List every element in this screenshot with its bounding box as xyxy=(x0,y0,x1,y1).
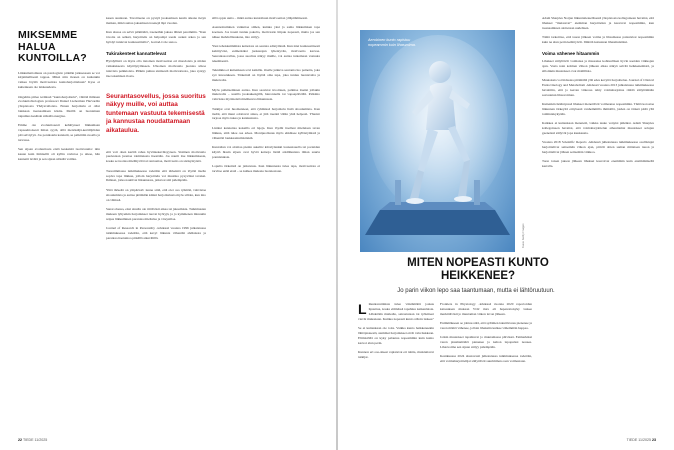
page-number: 23 xyxy=(652,438,656,442)
body-paragraph: Se ei kuitenkaan ole totta. Vaikka kunto heikkeneekin lähtöpisteestä, aiemmat harjoitukset eivät valu hukkaan. Elimistöllä on kyky palautua nopeammin kuin kunto kasvoi alun perin. xyxy=(358,326,434,345)
body-paragraph: Sanat ohessa, ettei sinulla ole riittävästi aikaa tai jaksamista. Tutkimusten mukaan lyhyetkin harjoitukset tuovat hyötyjä, ja jo kymmenen minuutin reipas liikkuminen parantaa mielialaa ja vireystilaa. xyxy=(106,206,206,221)
left-page xyxy=(0,0,336,450)
body-paragraph: Kuitenkin ikääntyessä lihakset menettävät voimaansa nopeammin. Tämä korostaa liikunnan tärkeyttä erityisesti vanhemmilla ihmisillä, joiden on tärkeä pitää yllä toimintakykyään. xyxy=(542,102,654,116)
article-column-2 xyxy=(440,302,532,434)
body-paragraph: Hyödyllistä on myös olla tietoinen motivaation eri muodoista ja niiden vaikutuksesta käyttäytymiseen. Ulkoinen motivaatio juontaa ulkoa tulevista palkkioista. Pääkin puhuu sisäisestä motivaatiosta, joka syntyy itse tekemisen ilosta. xyxy=(106,58,206,78)
subheading: Tukirakenteet kannattelevat xyxy=(106,50,167,56)
body-paragraph: Muutoksia voi hidastaa pitämällä yllä edes kevyttä harjoittelua. Journal of Clinical Endocrinology and Metabolism -lehdessä vuonna 2013 julkaistussa tutkimuksessa havaittiin, että jo kerran viikossa tehty voimaharjoitus riittää säilyttämään saavutetun lihasvoiman. xyxy=(542,78,654,97)
body-paragraph: Tuon toisen jakson jälkeen lihakset kasvoivat enemmän kuin ensimmäisellä kerralla. xyxy=(542,159,654,169)
body-column-2 xyxy=(106,16,206,434)
issue-number: 11/2025 xyxy=(34,438,48,442)
body-paragraph: Lihakset säilyttävät voimansa ja massansa kohtuullisen hyvin useiden viikkojen ajan. Vasta noin kolmen viikon jälkeen alkaa näkyä selvää heikkenemistä, ja silloinkin muutokset ovat maltillisia. xyxy=(542,58,654,73)
body-paragraph: Frontiers in Physiology -lehdessä vuonna 2020 raportoidun katsauksen mukaan VO2 max eli hapenottokyky laskee merkittävästi jo muutaman viikon levon jälkeen. xyxy=(440,302,532,316)
body-column-3 xyxy=(212,16,320,434)
body-paragraph: Yhtä tärkeää on ympäristö: tunne siitä, että olet osa ryhmää, vahvistaa sitoutumista ja auttaa pitämään kiinni harjoittelusta myös silloin, kun into on vähissä. xyxy=(106,187,206,202)
drop-cap: L xyxy=(358,302,367,317)
body-paragraph: Tuoreimmassa tutkimuksessa todettiin että tärkeintä on löytää itselle sopiva tapa liikkua, jolloin harjoittelu voi muuttua pysyväksi tavaksi. Ihmiset, jotka nauttivat liikunnasta, jatkavat sitä pidempään. xyxy=(106,168,206,183)
sidebar-column xyxy=(18,30,100,434)
body-paragraph: Enimmäkseen se johtuu siitä, että sydämen iskutilavuus pienenee ja veren määrä vähenee, jolloin lihaksiin kulkee vähemmän happea. xyxy=(440,321,532,331)
body-paragraph: Kesäkuussa 2024 alustavasti julkaistussa tutkimuksessa todettiin, että voimaharjoittelijat säilyttävät suurimman osan voimastaan. xyxy=(440,354,532,364)
article-standfirst: Jo parin viikon lepo saa taantumaan, mutta ei lähtöruutuun. xyxy=(397,288,555,294)
photo-caption: Aerobinen kunto rapistuu nopeammin kuin lihasvoima. xyxy=(368,38,416,47)
body-paragraph: Lopulta tärkeintä on jatkuvuus. Kun liikunnasta tulee tapa, motivaatiota ei tarvitse enää etsiä – se kulkee mukana luonnostaan. xyxy=(212,163,320,173)
body-paragraph: Kun alussa on selvä päämäärä, treeneihin jaksaa lähteä paremmin. ”Kun tavoite on selkeä, harjoittelu on helpompi saada osaksi arkea ja sen hyödyt tuntuvat konkreettisilta”, Garrad-Cole sanoo. xyxy=(106,30,206,45)
body-paragraph: Tämä tarkoittaa, että tauon jälkeen voima ja lihasmassa palautuvat nopeammin kuin ne alun perin kehittyivät. Ilmiötä kutsutaan lihasmuistiksi. xyxy=(542,35,654,45)
body-paragraph: Tekniikka ei kuitenkaan sovi kaikille. Osalle jatkuva seuranta luo painetta, joka syö innostuksen. Tärkeintä on löytää oma tapa, joka tuntuu luontevalta ja mukavalta. xyxy=(212,68,320,83)
lead-text: iikuntarutiinista tulee väistämättä joskus lipsuttua, koska elämässä tapahtuu kaikenlaista. Lähdetään matkalle, sairastutaan tai työkiireet vievät mukanaan. Kuinka nopeasti kunto silloin laskee? xyxy=(358,302,434,321)
magazine-name: TIEDE xyxy=(626,438,638,442)
body-paragraph: Myös palkitseminen auttaa. Kun saavutat tavoitteen, palkitse itseäsi jollakin mukavalla – uusilla juoksukengillä, hieronnalla tai vapaapäivällä. Palkinto vahvistaa myönteistä mielikuvaa liikunnasta. xyxy=(212,87,320,102)
body-paragraph: sillä oppia uutta – mikä auttaa kuntoiluun motivaation ylläpitämisessä. xyxy=(212,16,308,20)
page-number: 22 xyxy=(18,438,22,442)
body-paragraph: että voit ohen kerätä rahaa hyväntekeväisyyteen. Sisäinen motivaatio puolestaan juontaa toiminnasta itsestään. Jos nautit itse liikkumisesta, koska se tuottaa mielihyvää tai rentouttaa, motivaatio on sisäsyntyistä. xyxy=(106,149,206,164)
body-paragraph: Vuonna 2018 Scientific Reports -lehdessä julkaistussa tutkimuksessa osallistujat harjoittelivat seitsemän viikon ajan, pitivät sitten saman mittaisen tauon ja harjoittelivat jälleen seitsemän viikkoa. xyxy=(542,140,654,155)
article-headline: MITEN NOPEASTI KUNTO HEIKKENEE? xyxy=(407,257,549,282)
hero-photo xyxy=(360,30,515,252)
sidebar-paragraph: Emme ole evoluutiosesti kehittyneet liikkumaan vapaaehtoisesti ilman syytä, sillä metsästäjä-keräilijöiden piti selviytyä. Jos ponnistelu kannatti, se palkittiin ruoalla ja turvassa. xyxy=(18,123,100,143)
body-paragraph: Kunnon eri osa-alueet rapistuvat eri tahtia, muistuttavat tutkijat. xyxy=(358,350,434,359)
sidebar-title: MIKSEMME HALUA KUNTOILLA? xyxy=(18,30,87,64)
article-column-1 xyxy=(358,302,434,434)
photo-credit: Kuva: Getty Images xyxy=(521,223,525,248)
body-paragraph: Tutkijat ovat huomanneet, että ryhmässä harjoittelu lisää sitoutumista. Kun tiedät, että muut odottavat sinua, et jätä treeniä väliin yhtä helposti. Yhteisö tarjoaa myös tukea ja kannustusta. xyxy=(212,106,320,121)
pull-quote: Seurantasovellus, jossa suoritus näkyy muille, voi auttaa tuntemaan vastuuta tekemisestä ja kannustaa noudattamaan aikataulua. xyxy=(106,92,206,134)
sidebar-paragraph: Liikkumattomuus on patologista: pitkään jatkuessaan se voi kirjaimellisesti tappaa. Miksi niin monen on kuitenkin vaikea löytää motivaatiota kuntoharjoitteluun? Kyse ei kuitenkaan ole laiskuudesta. xyxy=(18,70,100,90)
right-page xyxy=(338,0,674,450)
page-folio xyxy=(18,438,47,442)
subheading: Voima vähenee hitaammin xyxy=(542,50,600,56)
body-paragraph: Journal of Research in Personality -lehdessä vuonna 1996 julkaistussa tutkimuksessa todettiin, että kevyt liikunta vähentää ahdistusta ja parantaa itsetuntoa pitkällä aikavälillä. xyxy=(106,225,206,240)
body-paragraph: Lisäksi kannattaa kokeilla eri lajeja. Kun löydät itsellesi mieluisan tavan liikkua, siitä tulee osa arkea. Monipuolisuus myös ehkäisee kyllästymistä ja vähentää loukkaantumisriskiä. xyxy=(212,125,320,140)
article-column-3 xyxy=(542,16,654,434)
body-paragraph: Kaikkea ei kuitenkaan menetetä, vaikka tauko venyisi pitkäksi. Adam Sharples kollegoineen havaitsi, että voimaharjoittelun aiheuttamat muutokset solujen geeneissä säilyvät jopa kuukausia. xyxy=(542,121,654,135)
body-paragraph: Jotkin muutokset tapahtuvat jo muutamassa päivässä. Esimerkiksi veren plasmamäärä pienenee ja kehon lepopulssi nousee. Lihasvoima sen sijaan säilyy pidempään. xyxy=(440,335,532,350)
sidebar-paragraph: Ongelma piilee termissä ”kuntoharjoittelu”, väittää ihmisen evoluutiobiologian professori Daniel Lieberman Harvardin yliopistosta Yhdysvalloista. Ennen harjoittelu ei ollut lainkaan treenaamisen käsite. Meillä on luontainen taipumus kesäisin säästää energiaa. xyxy=(18,94,100,119)
runner-illustration xyxy=(360,30,515,252)
body-paragraph: Asennoituminen vaikuttaa siihen, kuinka yksi ja sama liikkumisen tapa koetaan. Jos treeni tuntuu pakolta, motivaatio hiipuu nopeasti, mutta jos sen näkee mahdollisuutena, into säilyy. xyxy=(212,25,320,40)
body-paragraph: Kuntoilun voi aloittaa pienin askelin: kävelylenkki lounastauolla tai portaiden käyttö hissin sijaan ovat hyviä keinoja lisätä arkiliikuntaa ilman suuria ponnistuksia. xyxy=(212,144,320,159)
body-paragraph: Yksi tehokkaimmista keinoista on seurata edistymistä. Kun näet konkreettisesti kehittyväsi, esimerkiksi juoksuajan lyhentyvän, motivaatio kasvaa. Seurantasovellus, jossa suoritus näkyy muille, voi auttaa tuntemaan vastuuta tekemisestä. xyxy=(212,44,320,64)
issue-number: 11/2025 xyxy=(638,438,651,442)
page-folio xyxy=(627,438,656,442)
body-paragraph: Adam Sharples Norjan liikuntatieteellisestä yliopistosta kollegoineen havaitsi, että lihakset ”muistavat” aiemman harjoittelun ja kasvavat nopeammin, kun treenaaminen aloitetaan uudelleen. xyxy=(542,16,654,30)
magazine-name: TIEDE xyxy=(22,438,34,442)
body-paragraph xyxy=(358,302,434,322)
sidebar-paragraph: Sen sijaan evoluutiosta etsiä keskeisiä tuottavuutta: niin kauan kuin ihmisellä oli kyllin ravintoa ja aikaa, hän kannatti levätä ja sen sijaan säästää voimia. xyxy=(18,147,100,162)
body-paragraph: kesen suuntaan. Tavoitteena on pystyä juoksemaan kesän aikana tietyn matkan, mikä auttaa jaksamaan treenejä läpi vuoden. xyxy=(106,16,206,25)
